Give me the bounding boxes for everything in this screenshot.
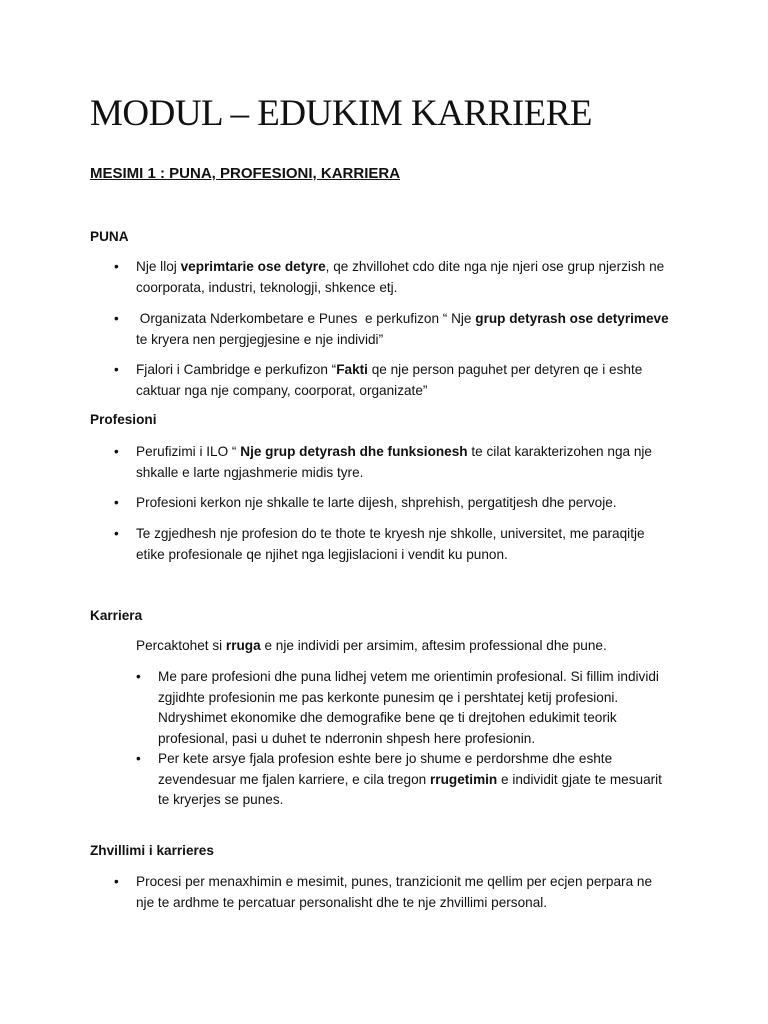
text-run: Percaktohet si: [136, 638, 226, 653]
list-item: [114, 309, 694, 353]
text-run: , qe zhvillohet cdo dite nga nje njeri ose grup njerzish ne: [325, 259, 665, 274]
bullet-text: [136, 872, 652, 913]
bold-text: grup detyrash ose detyrimeve: [475, 311, 669, 326]
list-item: [114, 872, 694, 916]
bold-text: rruga: [225, 638, 261, 653]
text-run: nje te ardhme te percatuar personalisht dhe te nje zhvillimi personal.: [136, 894, 548, 910]
section-heading-zhvillimi: Zhvillimi i karrieres: [90, 843, 214, 858]
text-run: Per kete arsye fjala profesion eshte bere jo shume e perdorshme dhe eshte: [158, 751, 613, 766]
list-item: [136, 749, 696, 813]
bullet-icon: •: [114, 444, 119, 459]
text-run: Te zgjedhesh nje profesion do te thote te kryesh nje shkolle, universitet, me paraqitje: [136, 526, 645, 541]
text-run: Nje lloj: [136, 259, 181, 274]
section-heading-karriera: Karriera: [90, 608, 143, 623]
text-run: coorporata, industri, teknologji, shkence etj.: [136, 279, 398, 295]
bullet-icon: •: [114, 526, 119, 541]
text-run: Perufizimi i ILO “: [136, 444, 241, 459]
text-run: caktuar nga nje company, coorporat, organizate”: [136, 382, 428, 398]
bold-text: Nje grup detyrash dhe funksionesh: [240, 444, 468, 459]
bullet-text: [136, 442, 652, 483]
text-run: shkalle e larte ngjashmerie midis tyre.: [136, 464, 364, 480]
bullet-icon: •: [114, 495, 119, 510]
bullet-icon: •: [114, 362, 119, 377]
bullet-text: [136, 493, 617, 514]
lesson-heading: MESIMI 1 : PUNA, PROFESIONI, KARRIERA: [90, 165, 401, 182]
bullet-text: [158, 667, 659, 749]
text-run: Ndryshimet ekonomike dhe demografike bene qe ti drejtohen edukimit teorik: [158, 710, 617, 725]
list-item: [114, 524, 694, 568]
bullet-text: [158, 749, 662, 811]
bullet-text: [136, 309, 669, 350]
bold-text: rrugetimin: [430, 771, 498, 787]
text-run: Procesi per menaxhimin e mesimit, punes, tranzicionit me qellim per ecjen perpara ne: [136, 874, 653, 889]
list-item: [136, 667, 696, 751]
bullet-text: [136, 360, 642, 401]
bullet-text: [136, 257, 664, 298]
section-heading-puna: PUNA: [90, 229, 129, 244]
list-item: [114, 360, 694, 404]
bold-text: Fakti: [336, 362, 368, 377]
text-run: Organizata Nderkombetare e Punes e perkufizon “ Nje: [136, 311, 476, 326]
bullet-icon: •: [136, 669, 141, 684]
bold-text: veprimtarie ose detyre: [180, 259, 326, 274]
bullet-icon: •: [136, 751, 141, 766]
text-run: te kryerjes se punes.: [158, 792, 284, 807]
karriera-intro: [136, 636, 607, 657]
text-run: Me pare profesioni dhe puna lidhej vetem me orientimin profesional. Si fillim individi: [158, 669, 659, 684]
bullet-icon: •: [114, 259, 119, 274]
text-run: qe nje person paguhet per detyren qe i eshte: [367, 362, 643, 377]
text-run: zevendesuar me fjalen karriere, e cila tregon: [158, 771, 431, 787]
text-run: te cilat karakterizohen nga nje: [467, 444, 652, 459]
text-run: e nje individi per arsimim, aftesim professional dhe pune.: [260, 638, 607, 653]
bullet-text: [136, 524, 645, 565]
section-heading-profesioni: Profesioni: [90, 412, 157, 427]
text-run: te kryera nen pergjegjesine e nje individi”: [136, 331, 384, 347]
list-item: [114, 493, 694, 515]
text-run: etike profesionale qe njihet nga legjislacioni i vendit ku punon.: [136, 546, 508, 562]
text-run: zgjidhte profesionin me pas kerkonte punesim qe i pershtatej ketij profesioni.: [158, 689, 619, 705]
text-run: profesional, pasi u duhet te nderronin shpesh here profesionin.: [158, 730, 536, 746]
bullet-icon: •: [114, 874, 119, 889]
list-item: [114, 442, 694, 486]
text-run: Fjalori i Cambridge e perkufizon “: [136, 362, 337, 377]
text-run: e individit gjate te mesuarit: [497, 771, 662, 787]
bullet-icon: •: [114, 311, 119, 326]
text-run: Profesioni kerkon nje shkalle te larte dijesh, shprehish, pergatitjesh dhe pervoje.: [136, 495, 617, 510]
list-item: [114, 257, 694, 301]
document-title: MODUL – EDUKIM KARRIERE: [90, 93, 593, 134]
